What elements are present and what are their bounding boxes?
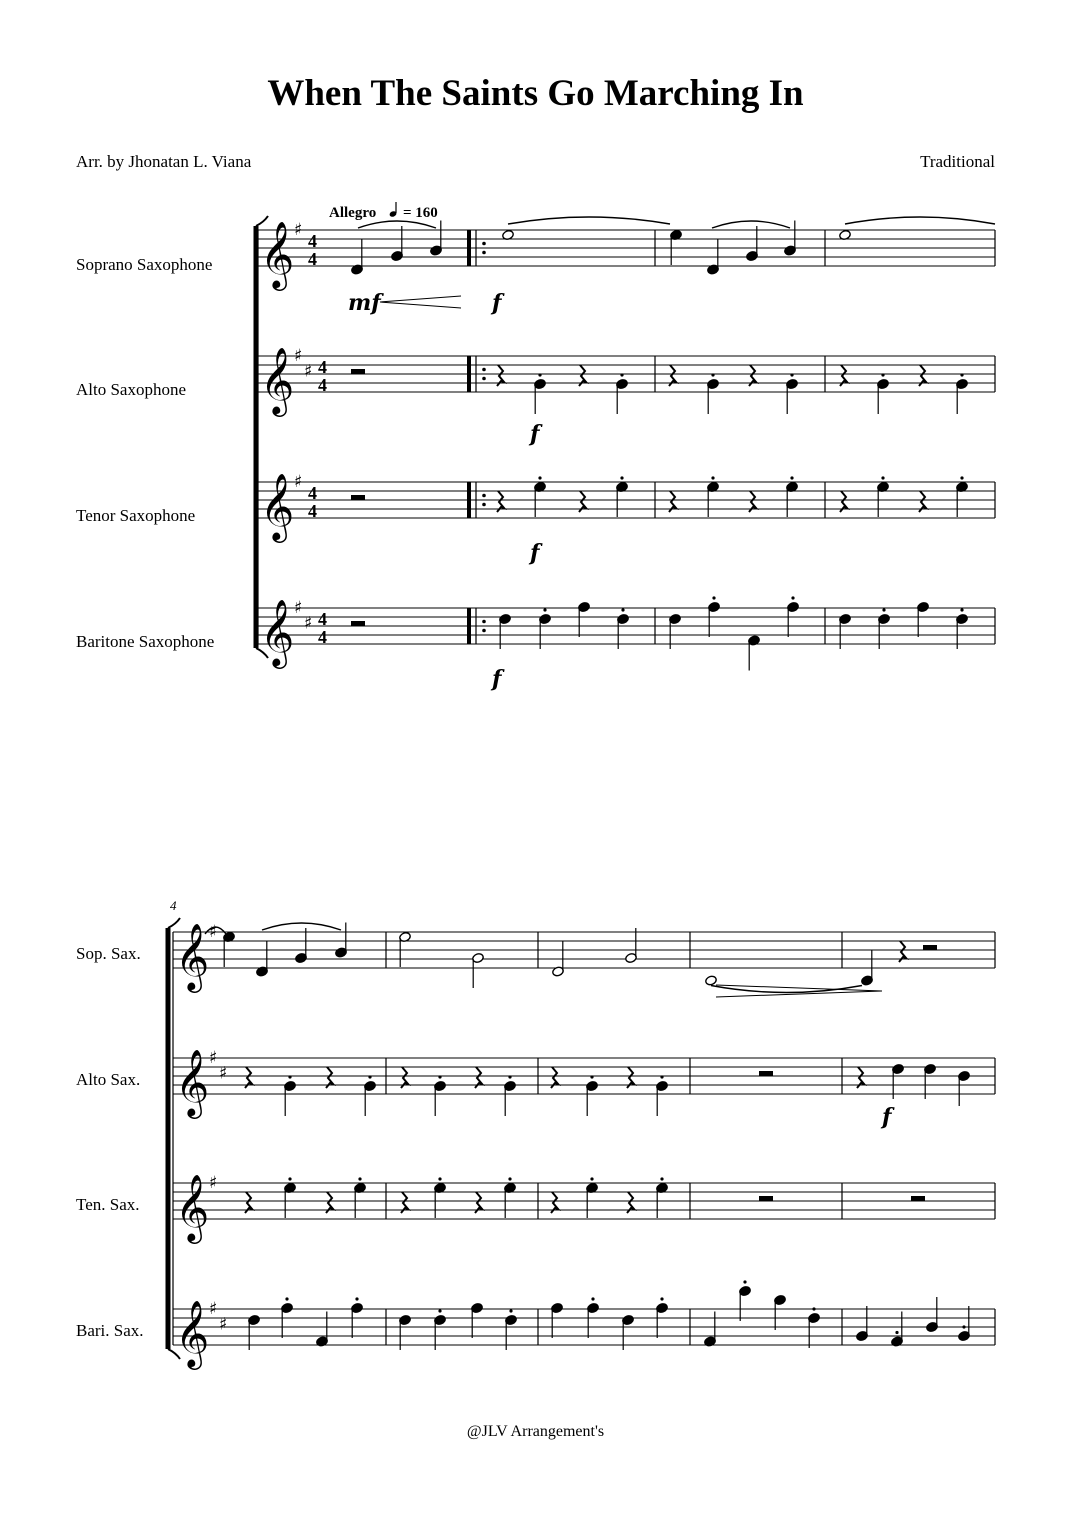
measure-number: 4 <box>170 898 177 913</box>
sharp-icon: ♯ <box>294 598 303 618</box>
repeat-dot <box>482 368 486 372</box>
arranger-credit: Arr. by Jhonatan L. Viana <box>76 152 252 171</box>
treble-clef-icon: 𝄞 <box>260 346 295 414</box>
time-signature-bottom: 4 <box>308 249 317 269</box>
staccato-dot <box>285 1297 288 1300</box>
sharp-icon: ♯ <box>209 922 218 942</box>
sharp-icon: ♯ <box>294 472 303 492</box>
repeat-dot <box>482 251 486 255</box>
rest-icon <box>923 945 937 950</box>
dynamic-mf: mf <box>348 290 381 316</box>
time-signature-bottom: 4 <box>318 627 327 647</box>
instrument-label: Sop. Sax. <box>76 944 141 963</box>
staccato-dot <box>962 1325 965 1328</box>
treble-clef-icon: 𝄞 <box>260 220 295 288</box>
page-title: When The Saints Go Marching In <box>267 73 804 114</box>
repeat-dot <box>482 503 486 507</box>
slur <box>711 986 862 993</box>
staccato-dot <box>882 608 885 611</box>
treble-clef-icon: 𝄞 <box>175 1299 210 1367</box>
staccato-dot <box>791 596 794 599</box>
time-signature-bottom: 4 <box>308 501 317 521</box>
staccato-dot <box>620 476 623 479</box>
staccato-dot <box>508 1177 511 1180</box>
slur <box>262 923 341 930</box>
staccato-dot <box>508 1075 511 1078</box>
rest-icon <box>351 495 365 500</box>
staccato-dot <box>960 476 963 479</box>
instrument-label: Alto Sax. <box>76 1070 141 1089</box>
staccato-dot <box>960 373 963 376</box>
sharp-icon: ♯ <box>219 1063 228 1084</box>
footer-credit: @JLV Arrangement's <box>466 1423 605 1440</box>
staccato-dot <box>790 373 793 376</box>
instrument-label: Baritone Saxophone <box>76 632 215 651</box>
staccato-dot <box>590 1177 593 1180</box>
time-signature-top: 4 <box>318 357 327 377</box>
treble-clef-icon: 𝄞 <box>175 922 210 990</box>
repeat-dot <box>482 620 486 624</box>
staccato-dot <box>960 608 963 611</box>
instrument-label: Soprano Saxophone <box>76 255 213 274</box>
note-icon <box>705 975 718 986</box>
repeat-dot <box>482 377 486 381</box>
sharp-icon: ♯ <box>294 220 303 240</box>
slur <box>508 217 670 224</box>
dynamic-f: f <box>882 1104 892 1130</box>
staccato-dot <box>358 1177 361 1180</box>
treble-clef-icon: 𝄞 <box>175 1173 210 1241</box>
staccato-dot <box>591 1297 594 1300</box>
time-signature-top: 4 <box>318 609 327 629</box>
treble-clef-icon: 𝄞 <box>260 598 295 666</box>
staccato-dot <box>743 1280 746 1283</box>
staccato-dot <box>538 373 541 376</box>
rest-icon <box>351 369 365 374</box>
staccato-dot <box>438 1309 441 1312</box>
time-signature-top: 4 <box>308 231 317 251</box>
sharp-icon: ♯ <box>219 1314 228 1335</box>
sharp-icon: ♯ <box>209 1299 218 1319</box>
staccato-dot <box>543 608 546 611</box>
slur <box>845 217 995 224</box>
dynamic-f: f <box>530 540 540 566</box>
treble-clef-icon: 𝄞 <box>260 472 295 540</box>
staccato-dot <box>660 1177 663 1180</box>
staccato-dot <box>881 373 884 376</box>
staccato-dot <box>355 1297 358 1300</box>
slur <box>358 221 436 228</box>
instrument-label: Ten. Sax. <box>76 1195 140 1214</box>
staccato-dot <box>509 1309 512 1312</box>
staccato-dot <box>881 476 884 479</box>
sharp-icon: ♯ <box>304 613 313 634</box>
treble-clef-icon: 𝄞 <box>175 1048 210 1116</box>
sharp-icon: ♯ <box>209 1173 218 1193</box>
instrument-label: Bari. Sax. <box>76 1321 144 1340</box>
staccato-dot <box>438 1177 441 1180</box>
time-signature-top: 4 <box>308 483 317 503</box>
rest-icon <box>759 1196 773 1201</box>
rest-icon <box>911 1196 925 1201</box>
repeat-dot <box>482 242 486 246</box>
staccato-dot <box>620 373 623 376</box>
staccato-dot <box>288 1075 291 1078</box>
time-signature-bottom: 4 <box>318 375 327 395</box>
staccato-dot <box>711 373 714 376</box>
sharp-icon: ♯ <box>304 361 313 382</box>
staccato-dot <box>621 608 624 611</box>
tempo-text: Allegro <box>329 205 377 221</box>
staccato-dot <box>660 1075 663 1078</box>
composer-credit: Traditional <box>920 152 995 171</box>
rest-icon <box>759 1071 773 1076</box>
instrument-label: Alto Saxophone <box>76 380 187 399</box>
slur <box>712 221 790 228</box>
quarter-note-icon <box>389 202 397 218</box>
staccato-dot <box>590 1075 593 1078</box>
staccato-dot <box>368 1075 371 1078</box>
staccato-dot <box>438 1075 441 1078</box>
staves <box>168 216 995 1370</box>
staccato-dot <box>660 1297 663 1300</box>
staccato-dot <box>712 596 715 599</box>
crescendo-hairpin <box>380 296 461 308</box>
tempo-marking <box>329 202 438 221</box>
staccato-dot <box>538 476 541 479</box>
sharp-icon: ♯ <box>294 346 303 366</box>
instrument-label: Tenor Saxophone <box>76 506 196 525</box>
repeat-dot <box>482 629 486 633</box>
staccato-dot <box>812 1307 815 1310</box>
staccato-dot <box>288 1177 291 1180</box>
staccato-dot <box>711 476 714 479</box>
staccato-dot <box>790 476 793 479</box>
repeat-dot <box>482 494 486 498</box>
staccato-dot <box>895 1331 898 1334</box>
tempo-bpm: = 160 <box>403 205 438 221</box>
dynamic-f: f <box>492 290 502 316</box>
dynamic-f: f <box>492 666 502 692</box>
dynamic-f: f <box>530 421 540 447</box>
sharp-icon: ♯ <box>209 1048 218 1068</box>
rest-icon <box>351 621 365 626</box>
